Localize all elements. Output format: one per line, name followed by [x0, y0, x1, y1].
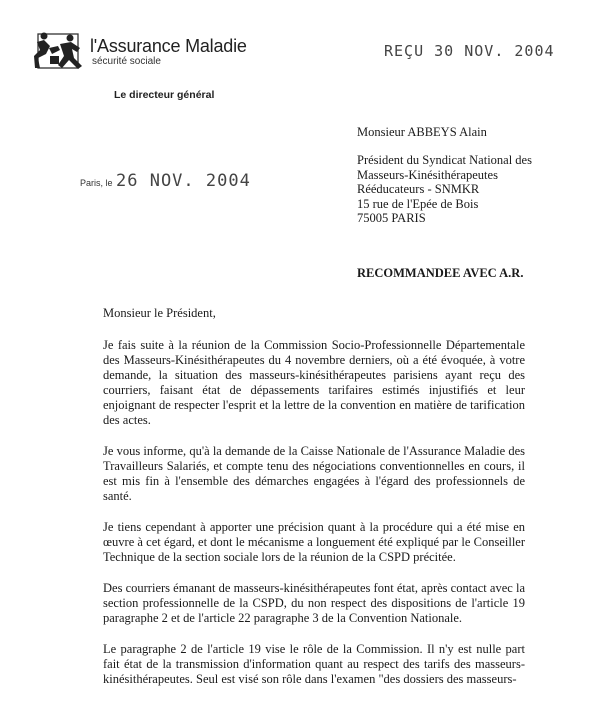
body-paragraph: Je fais suite à la réunion de la Commission Socio-Professionnelle Départementale des Masseurs-Kinésithérapeutes du 4 novembre derniers, où a été évoquée, à votre demande, la situation des masseurs-kinésithérapeutes parisiens ayant reçu des courriers, faisant état de dépassements tarifaires estimés injustifiés et leur enjoignant de respecter l'esprit et la lettre de la convention en matière de tarification des actes.	[103, 338, 525, 427]
body-paragraph: Le paragraphe 2 de l'article 19 vise le rôle de la Commission. Il n'y est nulle part fait état de la transmission d'information quant au respect des tarifs des masseurs-kinésithérapeutes. Seul est visé son rôle dans l'examen "des dossiers des masseurs-	[103, 642, 525, 686]
letter-body	[103, 338, 525, 703]
recipient-line: 75005 PARIS	[357, 211, 426, 225]
recipient-line: Masseurs-Kinésithérapeutes	[357, 167, 498, 182]
salutation: Monsieur le Président,	[103, 306, 216, 320]
date-stamp: 26 NOV. 2004	[116, 171, 251, 191]
date-place: Paris, le	[80, 178, 113, 188]
body-paragraph: Des courriers émanant de masseurs-kinésithérapeutes font état, après contact avec la section professionnelle de la CSPD, du non respect des dispositions de l'article 19 paragraphe 2 et de l'article 22 paragraphe 3 de la Convention Nationale.	[103, 581, 525, 625]
delivery-mode: RECOMMANDEE AVEC A.R.	[357, 266, 524, 280]
recipient-line: Président du Syndicat National des	[357, 153, 532, 167]
received-stamp: REÇU 30 NOV. 2004	[384, 42, 555, 60]
recipient-line: Rééducateurs - SNMKR	[357, 182, 480, 196]
recipient-name: Monsieur ABBEYS Alain	[357, 125, 487, 139]
sender-title: Le directeur général	[114, 89, 215, 101]
body-paragraph: Je vous informe, qu'à la demande de la Caisse Nationale de l'Assurance Maladie des Travailleurs Salariés, et compte tenu des négociations conventionnelles en cours, il est mis fin à l'ensemble des démarches engagées à l'égard des professionnels de santé.	[103, 444, 525, 503]
body-paragraph: Je tiens cependant à apporter une précision quant à la procédure qui a été mise en œuvre à cet égard, et dont le mécanisme a longuement été expliqué par le Conseiller Technique de la section sociale lors de la réunion de la CSPD précitée.	[103, 520, 525, 564]
brand-subtitle: sécurité sociale	[92, 56, 161, 67]
brand-name: l'Assurance Maladie	[90, 36, 247, 56]
recipient-line: 15 rue de l'Epée de Bois	[357, 196, 479, 211]
recipient-address	[357, 153, 532, 226]
assurance-maladie-logo	[30, 28, 88, 74]
brand-block	[90, 37, 247, 68]
